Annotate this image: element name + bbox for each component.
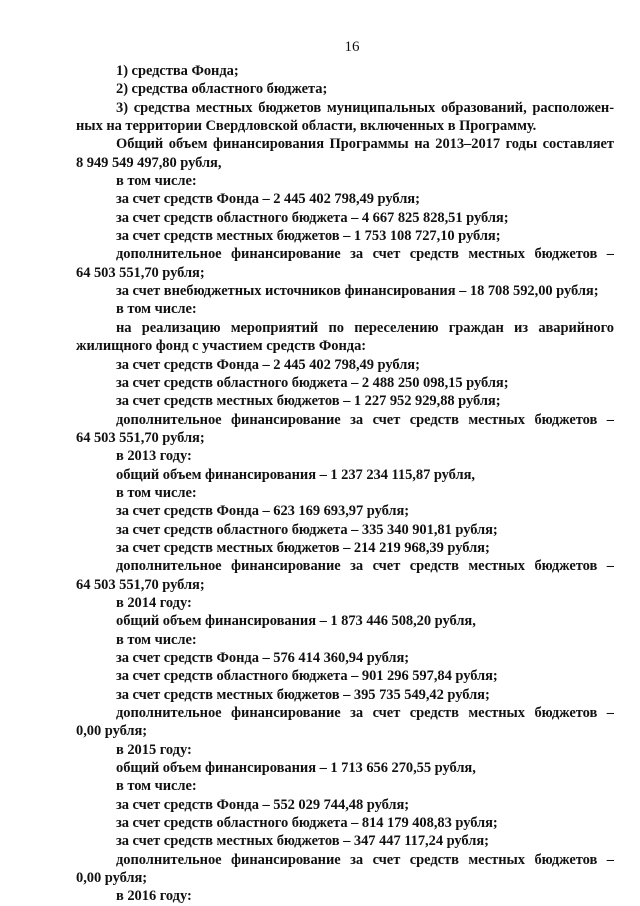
text-line: за счет средств Фонда – 623 169 693,97 рубля; bbox=[116, 503, 410, 520]
text-line: 0,00 рубля; bbox=[76, 723, 148, 740]
document-body bbox=[76, 62, 614, 906]
text-line: 1) средства Фонда; bbox=[116, 63, 239, 79]
text-line: в 2016 году: bbox=[116, 888, 192, 905]
text-line: на реализацию мероприятий по переселению граждан из аварийного bbox=[116, 319, 614, 336]
text-line: ных на территории Свердловской области, включенных в Программу. bbox=[76, 118, 537, 135]
text-line: за счет средств местных бюджетов – 347 447 117,24 рубля; bbox=[116, 833, 489, 850]
text-line: за счет средств местных бюджетов – 1 227 952 929,88 рубля; bbox=[116, 393, 501, 410]
text-line: общий объем финансирования – 1 713 656 270,55 рубля, bbox=[116, 760, 476, 777]
text-line: за счет средств местных бюджетов – 1 753 108 727,10 рубля; bbox=[116, 228, 501, 245]
text-line: за счет средств Фонда – 552 029 744,48 рубля; bbox=[116, 796, 410, 813]
text-line: за счет средств областного бюджета – 335 340 901,81 рубля; bbox=[116, 521, 498, 538]
text-line: в том числе: bbox=[116, 484, 197, 501]
text-line: 3) средства местных бюджетов муниципальных образований, расположен- bbox=[116, 99, 614, 116]
text-line: дополнительное финансирование за счет средств местных бюджетов – bbox=[116, 851, 614, 868]
text-line: в 2014 году: bbox=[116, 594, 192, 611]
text-line: дополнительное финансирование за счет средств местных бюджетов – bbox=[116, 705, 614, 722]
text-line: за счет средств областного бюджета – 4 667 825 828,51 рубля; bbox=[116, 209, 509, 226]
text-line: в 2015 году: bbox=[116, 741, 192, 758]
text-line: жилищного фонд с участием средств Фонда: bbox=[76, 338, 367, 355]
text-line: 64 503 551,70 рубля; bbox=[76, 576, 205, 593]
text-line: в том числе: bbox=[116, 301, 197, 318]
text-line: за счет средств Фонда – 2 445 402 798,49 рубля; bbox=[116, 191, 420, 208]
text-line: за счет средств областного бюджета – 814 179 408,83 рубля; bbox=[116, 815, 498, 832]
text-line: за счет средств местных бюджетов – 395 735 549,42 рубля; bbox=[116, 686, 490, 703]
text-line: дополнительное финансирование за счет средств местных бюджетов – bbox=[116, 558, 614, 575]
text-line: 8 949 549 497,80 рубля, bbox=[76, 154, 222, 171]
text-line: 64 503 551,70 рубля; bbox=[76, 429, 205, 446]
text-line: за счет средств Фонда – 576 414 360,94 рубля; bbox=[116, 650, 410, 666]
text-line: за счет средств местных бюджетов – 214 219 968,39 рубля; bbox=[116, 539, 490, 556]
text-line: в том числе: bbox=[116, 173, 197, 190]
text-line: общий объем финансирования – 1 237 234 115,87 рубля, bbox=[116, 466, 475, 483]
text-line: дополнительное финансирование за счет средств местных бюджетов – bbox=[116, 411, 614, 428]
text-line: 0,00 рубля; bbox=[76, 870, 148, 887]
text-line: в том числе: bbox=[116, 631, 197, 648]
text-line: за счет внебюджетных источников финансирования – 18 708 592,00 рубля; bbox=[116, 283, 599, 300]
text-line: 2) средства областного бюджета; bbox=[116, 81, 328, 98]
text-line: за счет средств Фонда – 2 445 402 798,49 рубля; bbox=[116, 356, 420, 373]
text-line: в том числе: bbox=[116, 778, 197, 795]
text-line: дополнительное финансирование за счет средств местных бюджетов – bbox=[116, 246, 614, 263]
text-line: Общий объем финансирования Программы на 2013–2017 годы составляет bbox=[116, 136, 614, 153]
text-line: общий объем финансирования – 1 873 446 508,20 рубля, bbox=[116, 613, 476, 630]
text-line: в 2013 году: bbox=[116, 448, 192, 465]
text-line: за счет средств областного бюджета – 901 296 597,84 рубля; bbox=[116, 668, 498, 685]
text-line: за счет средств областного бюджета – 2 488 250 098,15 рубля; bbox=[116, 374, 509, 391]
text-line: 64 503 551,70 рубля; bbox=[76, 264, 205, 281]
page-number: 16 bbox=[344, 39, 360, 55]
